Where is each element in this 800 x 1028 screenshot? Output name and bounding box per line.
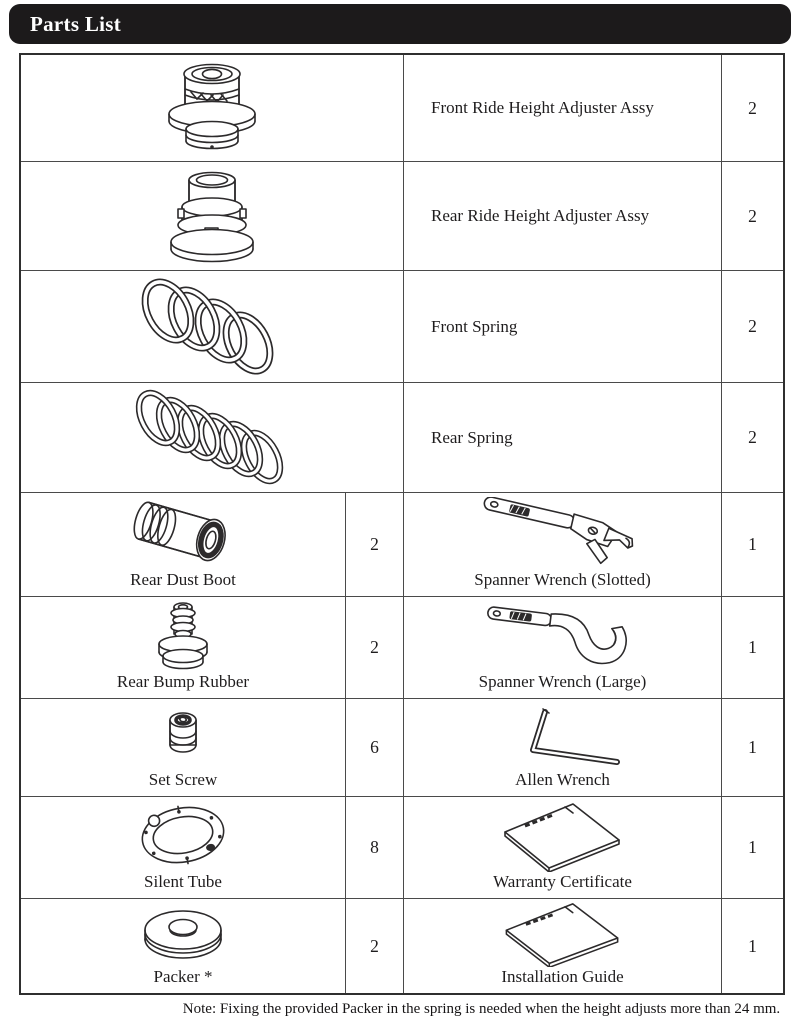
silent-tube-illustration <box>128 798 238 872</box>
part-image-cell <box>21 383 403 492</box>
installation-guide-illustration <box>495 899 631 967</box>
table-row <box>21 698 783 796</box>
table-row <box>21 382 783 492</box>
part-name: Warranty Certificate <box>493 872 632 892</box>
header-bar <box>9 4 791 44</box>
allen-wrench-illustration <box>493 704 633 766</box>
part-image-cell <box>403 797 721 898</box>
part-name: Spanner Wrench (Large) <box>478 672 647 692</box>
part-image-cell <box>403 699 721 796</box>
rear-spring-illustration <box>120 387 304 489</box>
part-name: Rear Spring <box>403 383 721 492</box>
part-name: Packer * <box>153 967 213 987</box>
part-name: Set Screw <box>148 770 218 790</box>
rear-dust-boot-illustration <box>108 496 258 568</box>
spanner-wrench-slotted-illustration <box>479 497 647 567</box>
front-spring-illustration <box>126 275 298 379</box>
table-row <box>21 270 783 382</box>
parts-table <box>19 53 785 995</box>
part-qty: 1 <box>721 797 783 898</box>
part-qty: 2 <box>345 597 403 698</box>
table-row <box>21 492 783 596</box>
page-title: Parts List <box>30 11 122 36</box>
warranty-certificate-illustration <box>495 798 631 872</box>
part-image-cell <box>21 271 403 382</box>
part-name: Spanner Wrench (Slotted) <box>474 570 651 590</box>
part-qty: 2 <box>721 162 783 270</box>
part-qty: 2 <box>345 899 403 993</box>
part-qty: 1 <box>721 699 783 796</box>
table-row <box>21 161 783 270</box>
part-image-cell <box>21 55 403 161</box>
table-row <box>21 796 783 898</box>
part-name: Allen Wrench <box>515 770 610 790</box>
part-qty: 2 <box>721 55 783 161</box>
part-qty: 8 <box>345 797 403 898</box>
part-image-cell <box>21 699 345 796</box>
part-name: Silent Tube <box>144 872 222 892</box>
part-name: Front Spring <box>403 271 721 382</box>
set-screw-illustration <box>157 707 209 763</box>
part-name: Rear Dust Boot <box>130 570 236 590</box>
part-qty: 2 <box>345 493 403 596</box>
table-row <box>21 898 783 993</box>
spanner-wrench-large-illustration <box>483 602 643 668</box>
part-qty: 2 <box>721 383 783 492</box>
part-name: Front Ride Height Adjuster Assy <box>403 55 721 161</box>
table-row <box>21 596 783 698</box>
rear-ride-height-adjuster-illustration <box>145 166 279 266</box>
part-name: Rear Ride Height Adjuster Assy <box>403 162 721 270</box>
part-image-cell <box>21 162 403 270</box>
rear-bump-rubber-illustration <box>137 598 229 672</box>
part-name: Rear Bump Rubber <box>116 672 250 692</box>
part-image-cell <box>21 597 345 698</box>
packer-illustration <box>133 904 233 962</box>
part-qty: 1 <box>721 597 783 698</box>
part-qty: 6 <box>345 699 403 796</box>
part-name: Installation Guide <box>501 967 624 987</box>
part-image-cell <box>21 899 345 993</box>
part-qty: 1 <box>721 899 783 993</box>
front-ride-height-adjuster-illustration <box>145 59 279 157</box>
part-image-cell <box>21 797 345 898</box>
part-image-cell <box>403 899 721 993</box>
part-image-cell <box>21 493 345 596</box>
part-qty: 1 <box>721 493 783 596</box>
table-row <box>21 55 783 161</box>
part-image-cell <box>403 597 721 698</box>
part-image-cell <box>403 493 721 596</box>
footer-note: Note: Fixing the provided Packer in the spring is needed when the height adjusts more than 24 mm. <box>182 1001 781 1017</box>
part-qty: 2 <box>721 271 783 382</box>
